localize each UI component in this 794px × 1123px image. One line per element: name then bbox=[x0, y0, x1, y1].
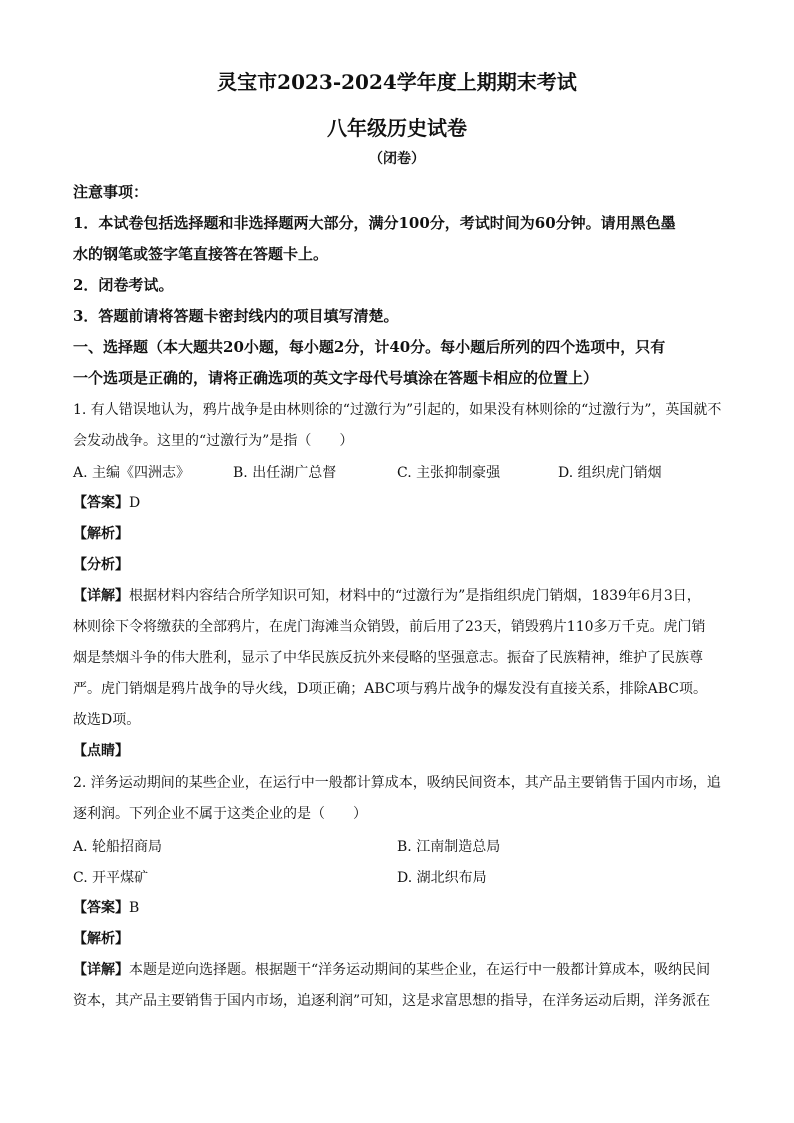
q2-detail-label: 【详解】 bbox=[73, 962, 129, 978]
q2-detail-line-1 bbox=[73, 960, 723, 980]
q1-answer-value: D bbox=[129, 495, 141, 511]
q1-answer-label: 【答案】 bbox=[73, 495, 129, 511]
q2-analysis-label: 【解析】 bbox=[73, 931, 129, 947]
q1-detail-line-1 bbox=[73, 586, 723, 606]
q1-option-c: C. 主张抑制豪强 bbox=[397, 465, 501, 481]
exam-title: 灵宝市2023-2024学年度上期期末考试 bbox=[217, 70, 577, 94]
exam-closed-book-note: （闭卷） bbox=[369, 151, 425, 167]
notice-item-1-line-1: 1．本试卷包括选择题和非选择题两大部分，满分100分，考试时间为60分钟。请用黑色墨 bbox=[73, 214, 676, 232]
q1-option-a: A. 主编《四洲志》 bbox=[73, 465, 191, 481]
q2-option-c: C. 开平煤矿 bbox=[73, 870, 149, 886]
q1-stem-line-1: 1. 有人错误地认为，鸦片战争是由林则徐的“过激行为”引起的，如果没有林则徐的“过激行为”，英国就不 bbox=[73, 402, 722, 418]
q2-stem-line-1: 2. 洋务运动期间的某些企业，在运行中一般都计算成本，吸纳民间资本，其产品主要销售于国内市场，追 bbox=[73, 775, 721, 791]
q1-detail-line-2: 林则徐下令将缴获的全部鸦片，在虎门海滩当众销毁，前后用了23天，销毁鸦片110多万千克。虎门销 bbox=[73, 619, 706, 635]
section-1-heading-line-2: 一个选项是正确的，请将正确选项的英文字母代号填涂在答题卡相应的位置上） bbox=[73, 369, 599, 387]
notice-heading: 注意事项： bbox=[73, 183, 149, 201]
q2-answer-label: 【答案】 bbox=[73, 900, 129, 916]
q1-detail-line-5: 故选D项。 bbox=[73, 712, 141, 728]
section-1-heading-line-1: 一、选择题（本大题共20小题，每小题2分，计40分。每小题后所列的四个选项中，只有 bbox=[73, 338, 666, 356]
q1-fenxi-label: 【分析】 bbox=[73, 557, 129, 573]
notice-item-1-line-2: 水的钢笔或签字笔直接答在答题卡上。 bbox=[73, 245, 329, 263]
q2-option-d: D. 湖北织布局 bbox=[397, 870, 487, 886]
q1-detail-text-1: 根据材料内容结合所学知识可知，材料中的“过激行为”是指组织虎门销烟，1839年6月3日， bbox=[129, 588, 701, 604]
q1-detail-line-3: 烟是禁烟斗争的伟大胜利，显示了中华民族反抗外来侵略的坚强意志。振奋了民族精神，维护了民族尊 bbox=[73, 650, 703, 666]
q1-comment-label: 【点睛】 bbox=[73, 743, 129, 759]
q1-option-d: D. 组织虎门销烟 bbox=[558, 465, 662, 481]
q2-option-b: B. 江南制造总局 bbox=[397, 839, 501, 855]
q2-answer bbox=[73, 898, 723, 918]
q2-detail-text-1: 本题是逆向选择题。根据题干“洋务运动期间的某些企业，在运行中一般都计算成本，吸纳民间 bbox=[129, 962, 711, 978]
q2-stem-line-2: 逐利润。下列企业不属于这类企业的是（ ） bbox=[73, 806, 367, 822]
q1-detail-line-4: 严。虎门销烟是鸦片战争的导火线，D项正确；ABC项与鸦片战争的爆发没有直接关系，排除ABC项。 bbox=[73, 681, 707, 697]
q1-answer bbox=[73, 493, 723, 513]
notice-item-3: 3．答题前请将答题卡密封线内的项目填写清楚。 bbox=[73, 307, 399, 325]
exam-subtitle: 八年级历史试卷 bbox=[327, 116, 467, 140]
notice-item-2: 2．闭卷考试。 bbox=[73, 276, 174, 294]
q1-option-b: B. 出任湖广总督 bbox=[233, 465, 337, 481]
q2-detail-line-2: 资本，其产品主要销售于国内市场，追逐利润”可知，这是求富思想的指导，在洋务运动后期，洋务派在 bbox=[73, 993, 711, 1009]
q2-answer-value: B bbox=[129, 900, 140, 916]
q2-option-a: A. 轮船招商局 bbox=[73, 839, 163, 855]
q1-detail-label: 【详解】 bbox=[73, 588, 129, 604]
q1-analysis-label: 【解析】 bbox=[73, 526, 129, 542]
q1-stem-line-2: 会发动战争。这里的“过激行为”是指（ ） bbox=[73, 433, 354, 449]
